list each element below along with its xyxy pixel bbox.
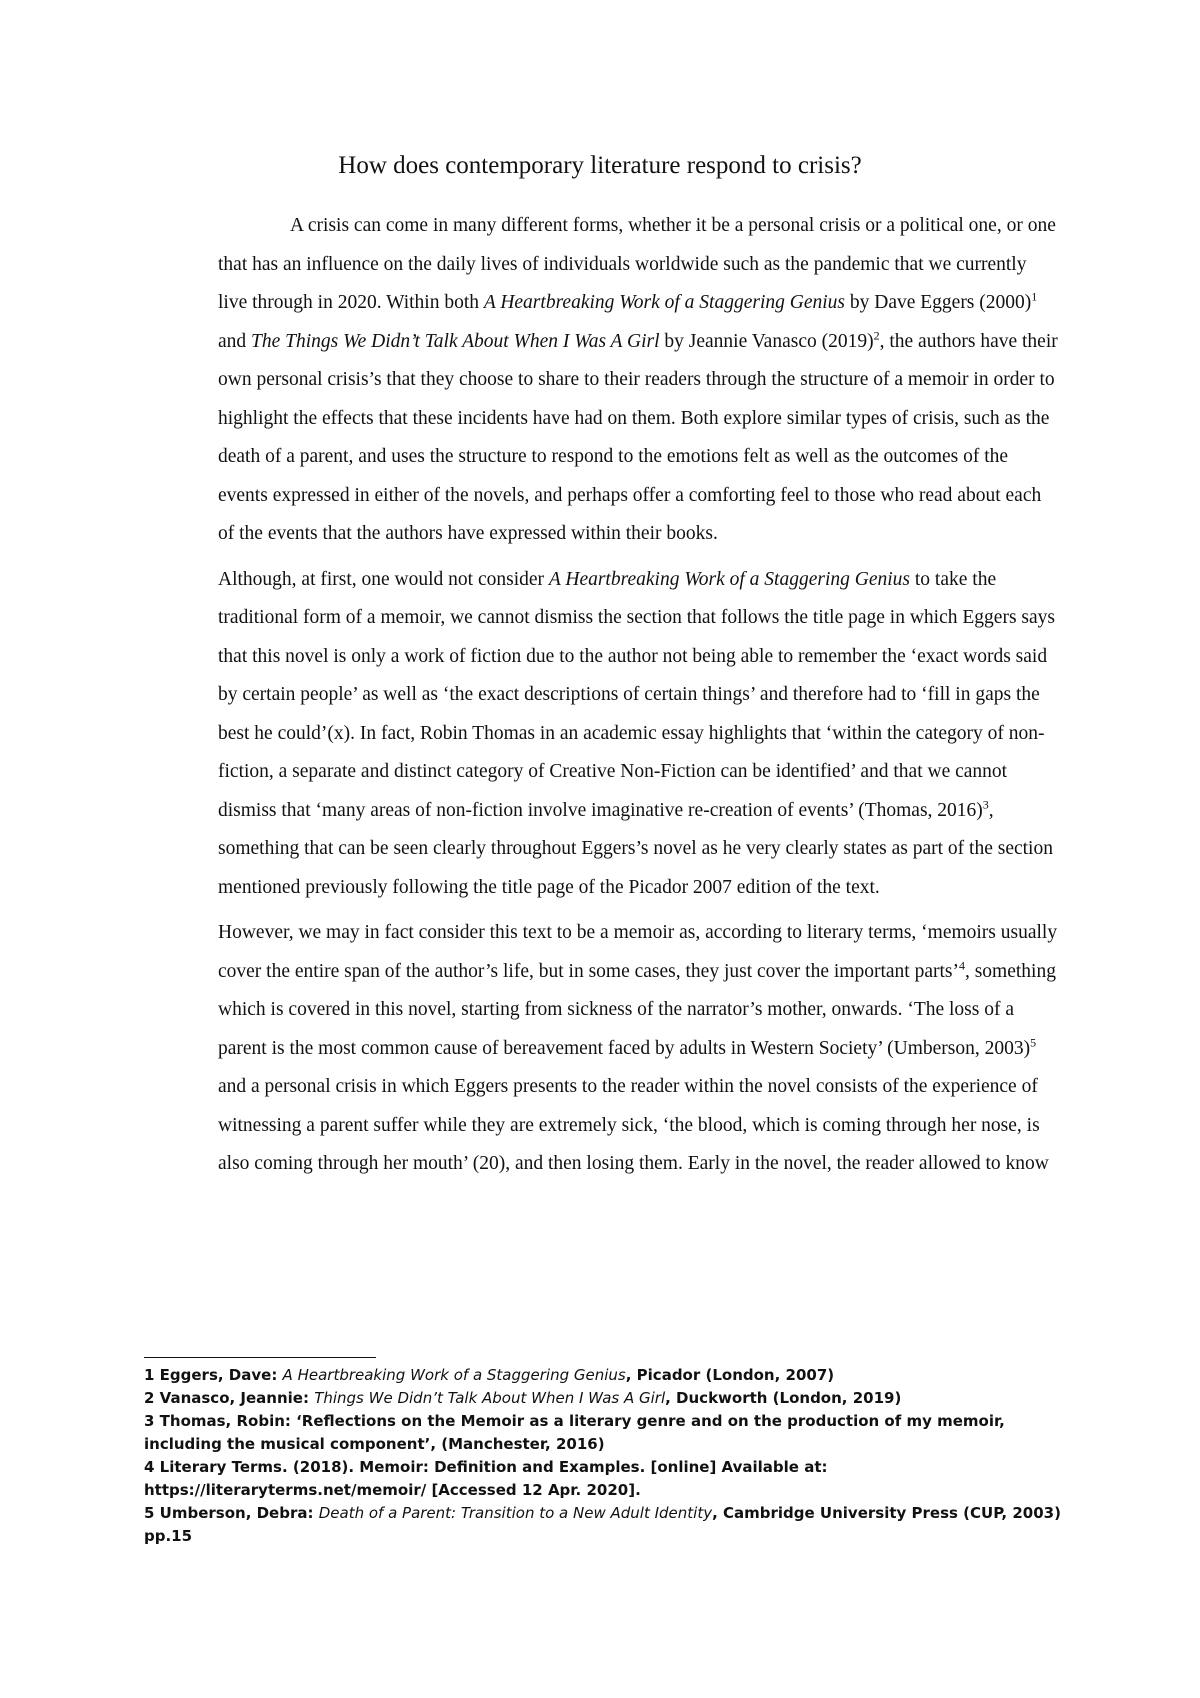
- footnotes: [144, 1364, 1068, 1548]
- paragraph-3-text-a: However, we may in fact consider this text to be a memoir as, according to literary terms, ‘memoirs usually cover the entire span of the author’s life, but in some cases, they just cover the important parts’: [218, 922, 1058, 982]
- footnote-5-pre: 5 Umberson, Debra:: [144, 1504, 319, 1522]
- essay-title: How does contemporary literature respond to crisis?: [338, 152, 862, 179]
- footnote-5-post: , Cambridge University Press (CUP, 2003) pp.15: [144, 1504, 1061, 1545]
- footnote-5-title: Death of a Parent: Transition to a New Adult Identity: [318, 1504, 713, 1522]
- paragraph-1-text-d: by Jeannie Vanasco (2019): [659, 330, 874, 352]
- footnote-ref-1: 1: [1031, 289, 1038, 304]
- paragraph-3-text-b: , something which is covered in this novel, starting from sickness of the narrator’s mother, onwards. ‘The loss of a parent is the most common cause of bereavement faced by adults in Western Society’ (Umberson, 2003): [218, 960, 1056, 1059]
- footnote-4: [144, 1456, 1068, 1502]
- footnote-ref-3: 3: [982, 797, 989, 811]
- paragraph-2: [218, 561, 1060, 908]
- footnote-separator: [144, 1357, 376, 1358]
- footnote-ref-4: 4: [958, 958, 965, 972]
- book-title-eggers: A Heartbreaking Work of a Staggering Genius: [483, 292, 845, 313]
- footnote-5: [144, 1502, 1068, 1548]
- footnote-2-post: , Duckworth (London, 2019): [665, 1389, 902, 1407]
- paragraph-1-text-c: and: [218, 330, 252, 352]
- footnote-1: [144, 1364, 1068, 1387]
- paragraph-2-text-a: Although, at first, one would not consider: [218, 568, 549, 590]
- footnote-ref-5: 5: [1030, 1035, 1037, 1049]
- footnote-1-pre: 1 Eggers, Dave:: [144, 1366, 283, 1384]
- footnote-ref-2: 2: [873, 328, 880, 342]
- paragraph-1-text-a: A crisis can come in many different forms, whether it be a personal crisis or a political one, or one that has an influence on the daily lives of individuals worldwide such as the pandemic that we currently live through in 2020. Within both: [218, 215, 1056, 313]
- essay-body: [218, 207, 1060, 1184]
- footnote-1-title: A Heartbreaking Work of a Staggering Genius: [282, 1366, 626, 1384]
- paragraph-3-text-c: and a personal crisis in which Eggers presents to the reader within the novel consists of the experience of witnessing a parent suffer while they are extremely sick, ‘the blood, which is coming through her nose, is also coming through her mouth’ (20), and then losing them. Early in the novel, the reader allowed to know: [218, 1076, 1049, 1174]
- paragraph-3: [218, 914, 1060, 1184]
- book-title-vanasco: The Things We Didn’t Talk About When I Was A Girl: [251, 330, 660, 352]
- footnote-2-title: Things We Didn’t Talk About When I Was A Girl: [314, 1389, 666, 1407]
- footnote-4-text: 4 Literary Terms. (2018). Memoir: Definition and Examples. [online] Available at: https://literaryterms.net/memoir/ [Accessed 12 Apr. 2020].: [144, 1458, 828, 1499]
- paragraph-2-text-c: , something that can be seen clearly throughout Eggers’s novel as he very clearly states as part of the section mentioned previously following the title page of the Picador 2007 edition of the text.: [218, 799, 1053, 898]
- footnote-2-pre: 2 Vanasco, Jeannie:: [144, 1389, 315, 1407]
- paragraph-1: [218, 207, 1060, 554]
- book-title-eggers-2: A Heartbreaking Work of a Staggering Genius: [548, 568, 911, 590]
- paragraph-1-text-e: , the authors have their own personal crisis’s that they choose to share to their readers through the structure of a memoir in order to highlight the effects that these incidents have had on them. Both explore similar types of crisis, such as the death of a parent, and uses the structure to respond to the emotions felt as well as the outcomes of the events expressed in either of the novels, and perhaps offer a comforting feel to those who read about each of the events that the authors have expressed within their books.: [218, 330, 1058, 544]
- paragraph-2-text-b: to take the traditional form of a memoir, we cannot dismiss the section that follows the title page in which Eggers says that this novel is only a work of fiction due to the author not being able to remember the ‘exact words said by certain people’ as well as ‘the exact descriptions of certain things’ and therefore had to ‘fill in gaps the best he could’(x). In fact, Robin Thomas in an academic essay highlights that ‘within the category of non-fiction, a separate and distinct category of Creative Non-Fiction can be identified’ and that we cannot dismiss that ‘many areas of non-fiction involve imaginative re-creation of events’ (Thomas, 2016): [218, 568, 1055, 821]
- footnote-3: [144, 1410, 1068, 1456]
- footnote-1-post: , Picador (London, 2007): [625, 1366, 835, 1384]
- footnote-2: [144, 1387, 1068, 1410]
- footnote-3-text: 3 Thomas, Robin: ‘Reflections on the Memoir as a literary genre and on the production of my memoir, including the musical component’, (Manchester, 2016): [144, 1412, 1005, 1453]
- paragraph-1-text-b: by Dave Eggers (2000): [844, 292, 1032, 313]
